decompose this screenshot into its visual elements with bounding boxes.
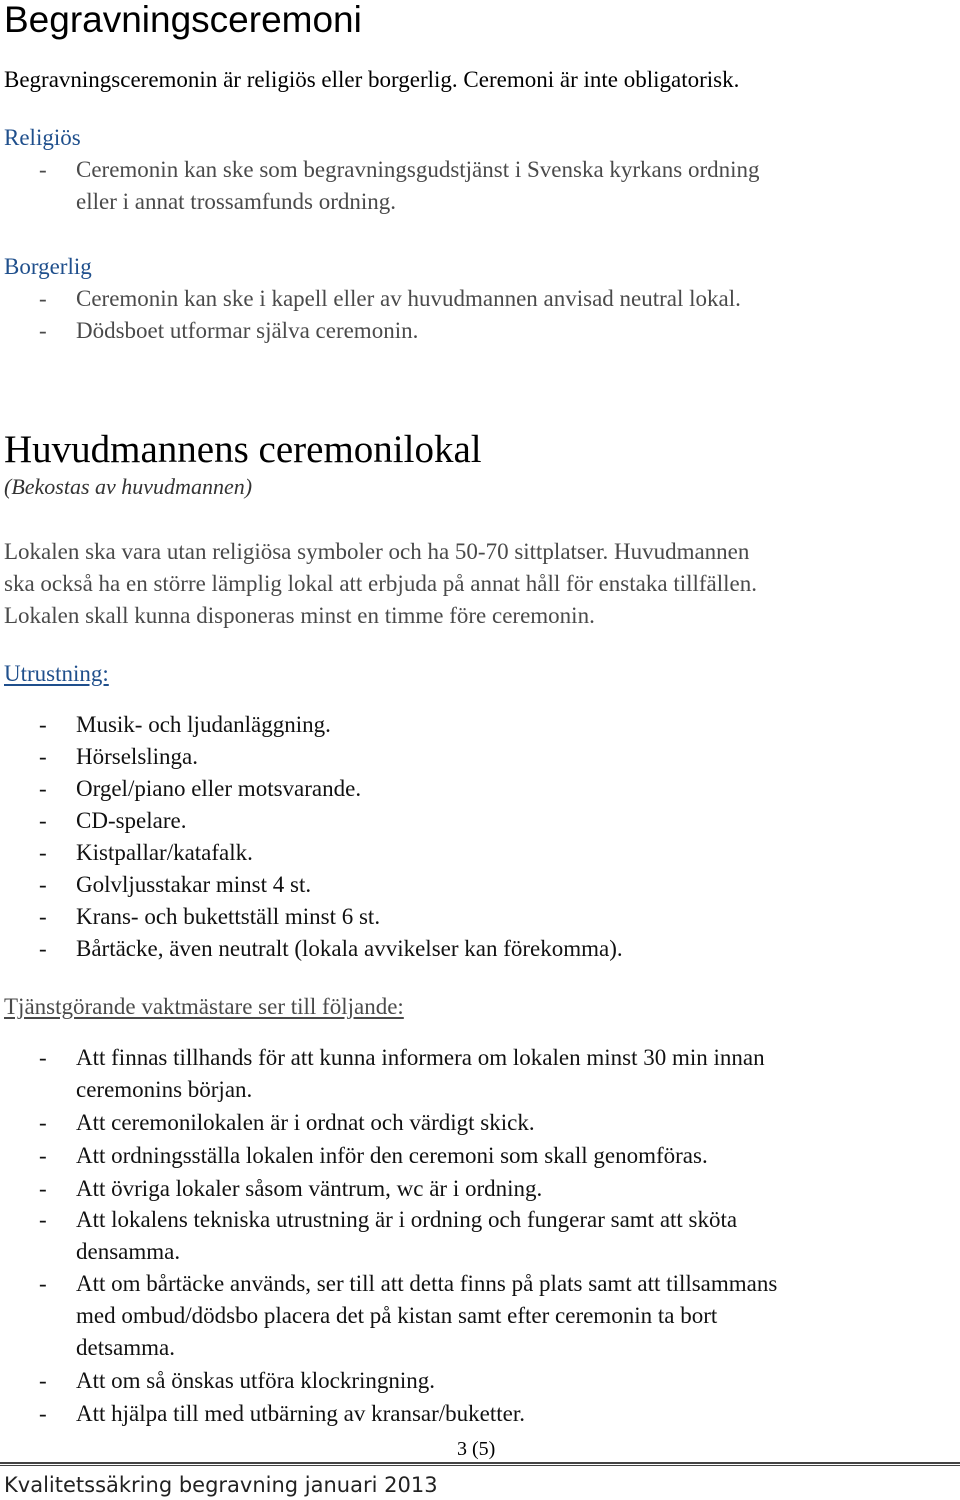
civil-label: Borgerlig [4, 254, 92, 279]
list-dash: - [39, 286, 47, 311]
list-dash: - [39, 318, 47, 343]
list-item-text: Att finnas tillhands för att kunna informera om lokalen minst 30 min innan [76, 1045, 765, 1070]
equipment-label: Utrustning: [4, 661, 109, 686]
list-dash: - [39, 1271, 47, 1296]
list-item-text: Att om bårtäcke används, ser till att detta finns på plats samt att tillsammans [76, 1271, 778, 1296]
list-item-text: ceremonins början. [76, 1077, 253, 1102]
list-dash: - [39, 872, 47, 897]
list-item-text: Att ordningsställa lokalen inför den ceremoni som skall genomföras. [76, 1143, 708, 1168]
list-dash: - [39, 712, 47, 737]
list-item-text: Ceremonin kan ske i kapell eller av huvudmannen anvisad neutral lokal. [76, 286, 741, 311]
list-item-text: Att ceremonilokalen är i ordnat och värdigt skick. [76, 1110, 535, 1135]
list-dash: - [39, 1401, 47, 1426]
list-item-text: Att om så önskas utföra klockringning. [76, 1368, 436, 1393]
list-item-text: Musik- och ljudanläggning. [76, 712, 331, 737]
list-item-text: eller i annat trossamfunds ordning. [76, 189, 397, 214]
list-item-text: Att lokalens tekniska utrustning är i ordning och fungerar samt att sköta [76, 1207, 738, 1232]
list-dash: - [39, 840, 47, 865]
list-dash: - [39, 1207, 47, 1232]
list-item-text: densamma. [76, 1239, 181, 1264]
list-dash: - [39, 1368, 47, 1393]
list-item-text: Orgel/piano eller motsvarande. [76, 776, 362, 801]
janitor-label: Tjänstgörande vaktmästare ser till följande: [4, 994, 404, 1019]
page-number: 3 (5) [457, 1438, 496, 1460]
list-dash: - [39, 904, 47, 929]
intro-text: Begravningsceremonin är religiös eller borgerlig. Ceremoni är inte obligatorisk. [4, 67, 740, 92]
footer-divider [0, 1462, 960, 1466]
list-dash: - [39, 1045, 47, 1070]
list-item-text: Golvljusstakar minst 4 st. [76, 872, 312, 897]
list-item-text: detsamma. [76, 1335, 175, 1360]
list-dash: - [39, 1176, 47, 1201]
list-item-text: Dödsboet utformar själva ceremonin. [76, 318, 419, 343]
religious-label: Religiös [4, 125, 81, 150]
list-dash: - [39, 744, 47, 769]
footer-text: Kvalitetssäkring begravning januari 2013 [4, 1473, 438, 1497]
list-item-text: Hörselslinga. [76, 744, 199, 769]
list-item-text: Kistpallar/katafalk. [76, 840, 253, 865]
list-dash: - [39, 1110, 47, 1135]
list-item-text: Bårtäcke, även neutralt (lokala avvikelser kan förekomma). [76, 936, 623, 961]
page-heading: Begravningsceremoni [4, 0, 362, 40]
paragraph-line: Lokalen ska vara utan religiösa symboler och ha 50-70 sittplatser. Huvudmannen [4, 539, 750, 564]
list-item-text: Att övriga lokaler såsom väntrum, wc är i ordning. [76, 1176, 543, 1201]
section-subheading: (Bekostas av huvudmannen) [4, 474, 253, 499]
list-item-text: med ombud/dödsbo placera det på kistan samt efter ceremonin ta bort [76, 1303, 718, 1328]
list-dash: - [39, 776, 47, 801]
paragraph-line: ska också ha en större lämplig lokal att erbjuda på annat håll för enstaka tillfällen. [4, 571, 757, 596]
list-dash: - [39, 936, 47, 961]
section-heading: Huvudmannens ceremonilokal [4, 428, 482, 471]
list-item-text: Krans- och bukettställ minst 6 st. [76, 904, 381, 929]
list-item-text: Ceremonin kan ske som begravningsgudstjänst i Svenska kyrkans ordning [76, 157, 760, 182]
list-dash: - [39, 808, 47, 833]
list-dash: - [39, 1143, 47, 1168]
list-item-text: Att hjälpa till med utbärning av kransar/buketter. [76, 1401, 526, 1426]
list-dash: - [39, 157, 47, 182]
list-item-text: CD-spelare. [76, 808, 187, 833]
paragraph-line: Lokalen skall kunna disponeras minst en timme före ceremonin. [4, 603, 595, 628]
